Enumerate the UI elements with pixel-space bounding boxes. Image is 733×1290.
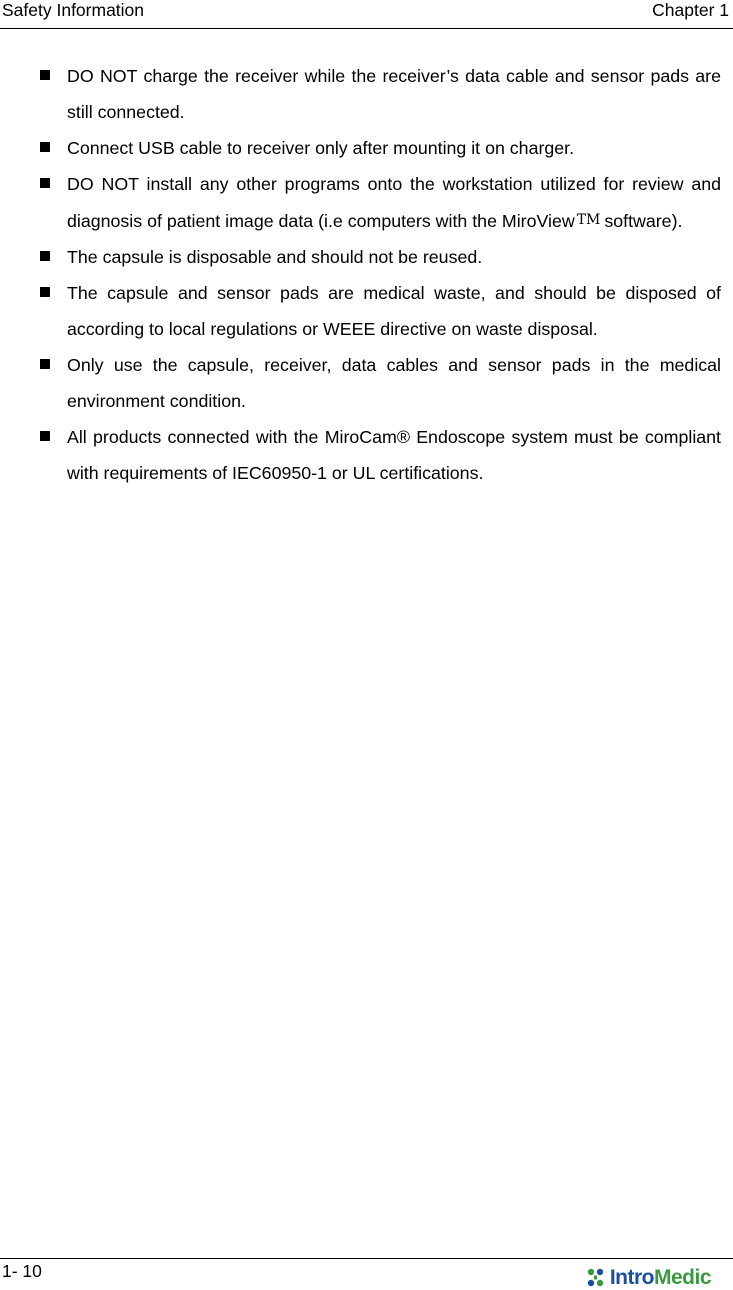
list-item	[0, 419, 733, 491]
bullet-icon	[40, 251, 50, 261]
list-item-text-part: software).	[604, 211, 683, 231]
list-item	[0, 166, 733, 239]
trademark-symbol: TM	[576, 212, 601, 228]
bullet-icon	[40, 178, 50, 188]
bullet-icon	[40, 70, 50, 80]
list-item-text	[67, 166, 721, 239]
logo-wordmark: IntroMedic	[609, 1266, 711, 1289]
page-header	[0, 0, 733, 29]
bullet-icon	[40, 142, 50, 152]
bullet-icon	[40, 359, 50, 369]
list-item	[0, 130, 733, 166]
header-section-title: Safety Information	[2, 0, 145, 20]
page-footer	[0, 1258, 733, 1287]
list-item-text: The capsule is disposable and should not be reused.	[67, 247, 483, 267]
list-item	[0, 275, 733, 347]
list-item-text: DO NOT charge the receiver while the receiver’s data cable and sensor pads are still connected.	[67, 66, 721, 122]
safety-list	[0, 58, 733, 491]
list-item-text: Connect USB cable to receiver only after mounting it on charger.	[67, 138, 575, 158]
list-item-text: The capsule and sensor pads are medical waste, and should be disposed of according to local regulations or WEEE directive on waste disposal.	[67, 283, 721, 339]
list-item	[0, 347, 733, 419]
bullet-icon	[40, 431, 50, 441]
list-item	[0, 58, 733, 130]
header-chapter: Chapter 1	[652, 0, 729, 20]
bullet-icon	[40, 287, 50, 297]
list-item-text: All products connected with the MiroCam® Endoscope system must be compliant with requirements of IEC60950-1 or UL certifications.	[67, 427, 721, 483]
list-item	[0, 239, 733, 275]
page-number: 1- 10	[2, 1261, 42, 1281]
list-item-text: Only use the capsule, receiver, data cables and sensor pads in the medical environment condition.	[67, 355, 721, 411]
list-item-text-part: DO NOT install any other programs onto the workstation utilized for review and diagnosis of patient image data (i.e computers with the MiroView	[67, 174, 721, 231]
